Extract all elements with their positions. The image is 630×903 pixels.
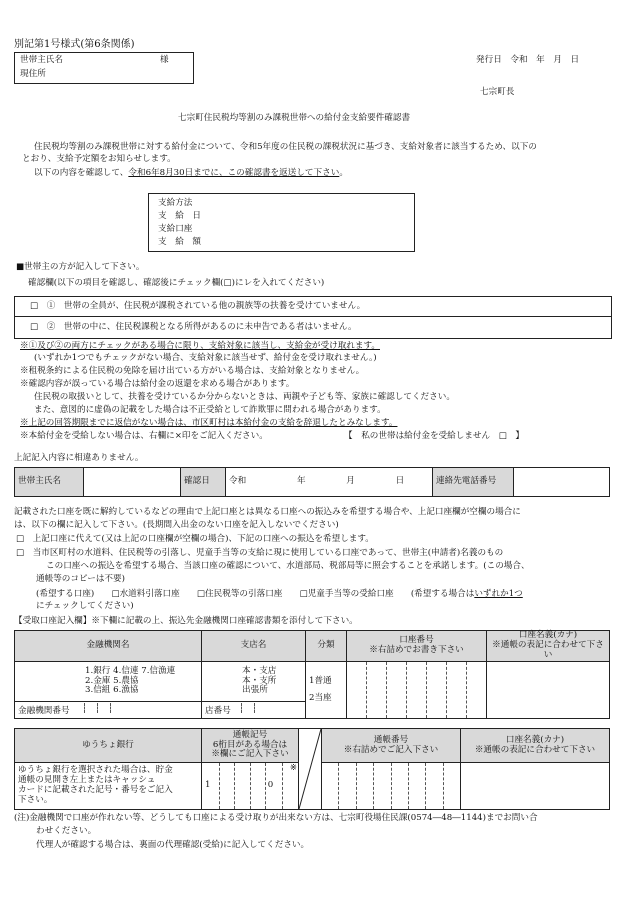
holder-header: 口座名義(カナ) ※通帳の表記に合わせて下さい <box>487 631 610 662</box>
address-label: 現住所 <box>20 69 46 79</box>
payment-account-label: 支給口座 <box>158 224 193 234</box>
yucho-symbol-input[interactable]: 1 0 ※ <box>202 763 299 810</box>
receiving-heading: 【受取口座記入欄】※下欄に記載の上、振込先金融機関口座確認書類を添付して下さい。 <box>14 616 358 626</box>
note-2: ※租税条約による住民税の免除を届け出ている方がいる場合は、支給対象となりません。 <box>20 366 365 376</box>
mayor-label: 七宗町長 <box>480 87 515 97</box>
footer-note-1b: わせください。 <box>36 826 97 836</box>
confirm-name-label: 世帯主氏名 <box>15 468 84 497</box>
confirm-table <box>14 467 610 497</box>
acct-choice-row[interactable]: (希望する口座) □水道料引落口座 □住民税等の引落口座 □児童手当等の受給口座 (希望する場合はいずれか1つ <box>36 589 523 599</box>
acct-option-2[interactable]: □ 当市区町村の水道料、住民税等の引落し、児童手当等の支給に現に使用している口座であって、世帯主(申請者)名義のもの <box>16 548 504 558</box>
name-label: 世帯主氏名 <box>20 55 63 65</box>
month-label: 月 <box>346 476 355 487</box>
acct-choice-row-end: にチェックしてください) <box>36 601 134 611</box>
yucho-table <box>14 728 610 810</box>
yucho-description: ゆうちょ銀行を選択された場合は、貯金 通帳の見開き左上またはキャッシュ カードに記載された記号・番号をご記入 下さい。 <box>15 763 202 810</box>
issue-date: 発行日 令和 年 月 日 <box>476 55 580 65</box>
intro-line-3: 以下の内容を確認して、令和6年8月30日までに、この確認書を返送して下さい。 <box>34 168 348 178</box>
holder-input[interactable] <box>487 661 610 718</box>
payment-date-label: 支 給 日 <box>158 211 201 221</box>
note-1: ※①及び②の両方にチェックがある場合に限り、支給対象に該当し、支給金が受け取れます。 <box>20 341 380 351</box>
day-label: 日 <box>395 476 405 487</box>
category-header: 分類 <box>306 631 347 662</box>
footer-note-1: (注)金融機関で口座が作れない等、どうしても口座による受け取りが出来ない方は、七宗町役場住民課(0574―48―1144)までお問い合 <box>14 813 538 823</box>
yucho-number-input[interactable] <box>322 763 461 810</box>
acct-change-p1: 記載された口座を既に解約しているなどの理由で上記口座とは異なる口座への振込みを希望する場合や、上記口座欄が空欄の場合に <box>14 507 521 517</box>
check-instruction: 確認欄(以下の項目を確認し、確認後にチェック欄(□)にレを入れてください) <box>28 278 325 288</box>
confirm-statement: 上記記入内容に相違ありません。 <box>14 453 144 463</box>
footer-note-2: 代理人が確認する場合は、裏面の代理確認(受給)に記入してください。 <box>36 840 310 850</box>
yucho-symbol-header: 通帳記号 6桁目がある場合は ※欄にご記入下さい <box>202 729 299 763</box>
householder-heading: ■世帯主の方が記入して下さい。 <box>16 262 145 272</box>
branch-type-options[interactable]: 本・支店 本・支所 出張所 <box>202 661 306 702</box>
yucho-holder-header: 口座名義(カナ) ※通帳の表記に合わせて下さい <box>461 729 610 763</box>
year-label: 年 <box>296 476 306 487</box>
note-3: ※確認内容が誤っている場合は給付金の返還を求める場合があります。 <box>20 379 295 389</box>
note-3c: また、意図的に虚偽の記載をした場合は不正受給として詐欺罪に問われる場合があります。 <box>34 405 386 415</box>
note-3b: 住民税の取扱いとして、扶養を受けているか分からないときは、両親や子ども等、家族に確認してください。 <box>34 392 455 402</box>
bank-name-header: 金融機関名 <box>15 631 202 662</box>
payment-method-label: 支給方法 <box>158 198 193 208</box>
confirm-date-label: 確認日 <box>181 468 226 497</box>
confirm-date-input[interactable] <box>226 468 433 497</box>
intro-line-2: とおり、支給予定額をお知らせします。 <box>22 154 176 164</box>
yucho-diagonal-cell <box>299 729 322 810</box>
acct-option-1[interactable]: □ 上記口座に代えて(又は上記の口座欄が空欄の場合)、下記の口座への振込を希望します。 <box>16 534 374 544</box>
bank-type-options[interactable]: 1.銀行 4.信連 7.信漁連 2.金庫 5.農協 3.信組 6.漁協 <box>15 661 202 702</box>
receiving-table <box>14 630 610 719</box>
intro-line-1: 住民税均等割のみ課税世帯に対する給付金について、令和5年度の住民税の課税状況に基づき、支給対象者に該当するため、以下の <box>34 142 537 152</box>
yucho-number-header: 通帳番号 ※右詰めでご記入下さい <box>322 729 461 763</box>
acct-no-input[interactable] <box>347 661 487 718</box>
branch-code-input[interactable]: 店番号 <box>202 702 306 718</box>
acct-no-header: 口座番号 ※右詰めでお書き下さい <box>347 631 487 662</box>
diagonal-line <box>299 729 321 809</box>
page-title: 七宗町住民税均等割のみ課税世帯への給付金支給要件確認書 <box>178 113 411 123</box>
note-4: ※上記の回答期限までに返信がない場合は、市区町村は本給付金の支給を辞退したとみなします。 <box>20 418 398 428</box>
reiwa-label: 令和 <box>229 476 247 487</box>
sama-label: 様 <box>160 55 169 65</box>
acct-option-2b: この口座への振込を希望する場合、当該口座の確認について、水道部局、税部局等に照会することを承諾します。(この場合、 <box>46 561 530 571</box>
check-divider <box>14 316 612 317</box>
phone-input[interactable] <box>514 468 610 497</box>
bank-code-input[interactable]: 金融機関番号 <box>15 702 202 718</box>
category-options[interactable]: 1普通 2当座 <box>306 661 347 718</box>
check-item-2[interactable]: □ ② 世帯の中に、住民税課税となる所得があるのに未申告である者はいません。 <box>30 322 357 332</box>
acct-option-2c: 通帳等のコピーは不要) <box>36 574 125 584</box>
branch-name-header: 支店名 <box>202 631 306 662</box>
acct-change-p2: は、以下の欄に記入して下さい。(長期間入出金のない口座を記入しないでください) <box>14 520 339 530</box>
yucho-holder-input[interactable] <box>461 763 610 810</box>
confirm-name-input[interactable] <box>84 468 181 497</box>
check-item-1[interactable]: □ ① 世帯の全員が、住民税が課税されている他の親族等の扶養を受けていません。 <box>30 301 366 311</box>
phone-label: 連絡先電話番号 <box>433 468 514 497</box>
note-1b: (いずれか1つでもチェックがない場合、支給対象に該当せず、給付金を受け取れません。) <box>34 353 377 363</box>
note-5: ※本給付金を受給しない場合は、右欄に×印をご記入ください。 <box>20 431 268 441</box>
payment-amount-label: 支 給 額 <box>158 237 201 247</box>
yucho-header: ゆうちょ銀行 <box>15 729 202 763</box>
decline-checkbox[interactable]: 【 私の世帯は給付金を受給しません □ 】 <box>344 431 524 441</box>
form-number: 別記第1号様式(第6条関係) <box>14 39 135 50</box>
